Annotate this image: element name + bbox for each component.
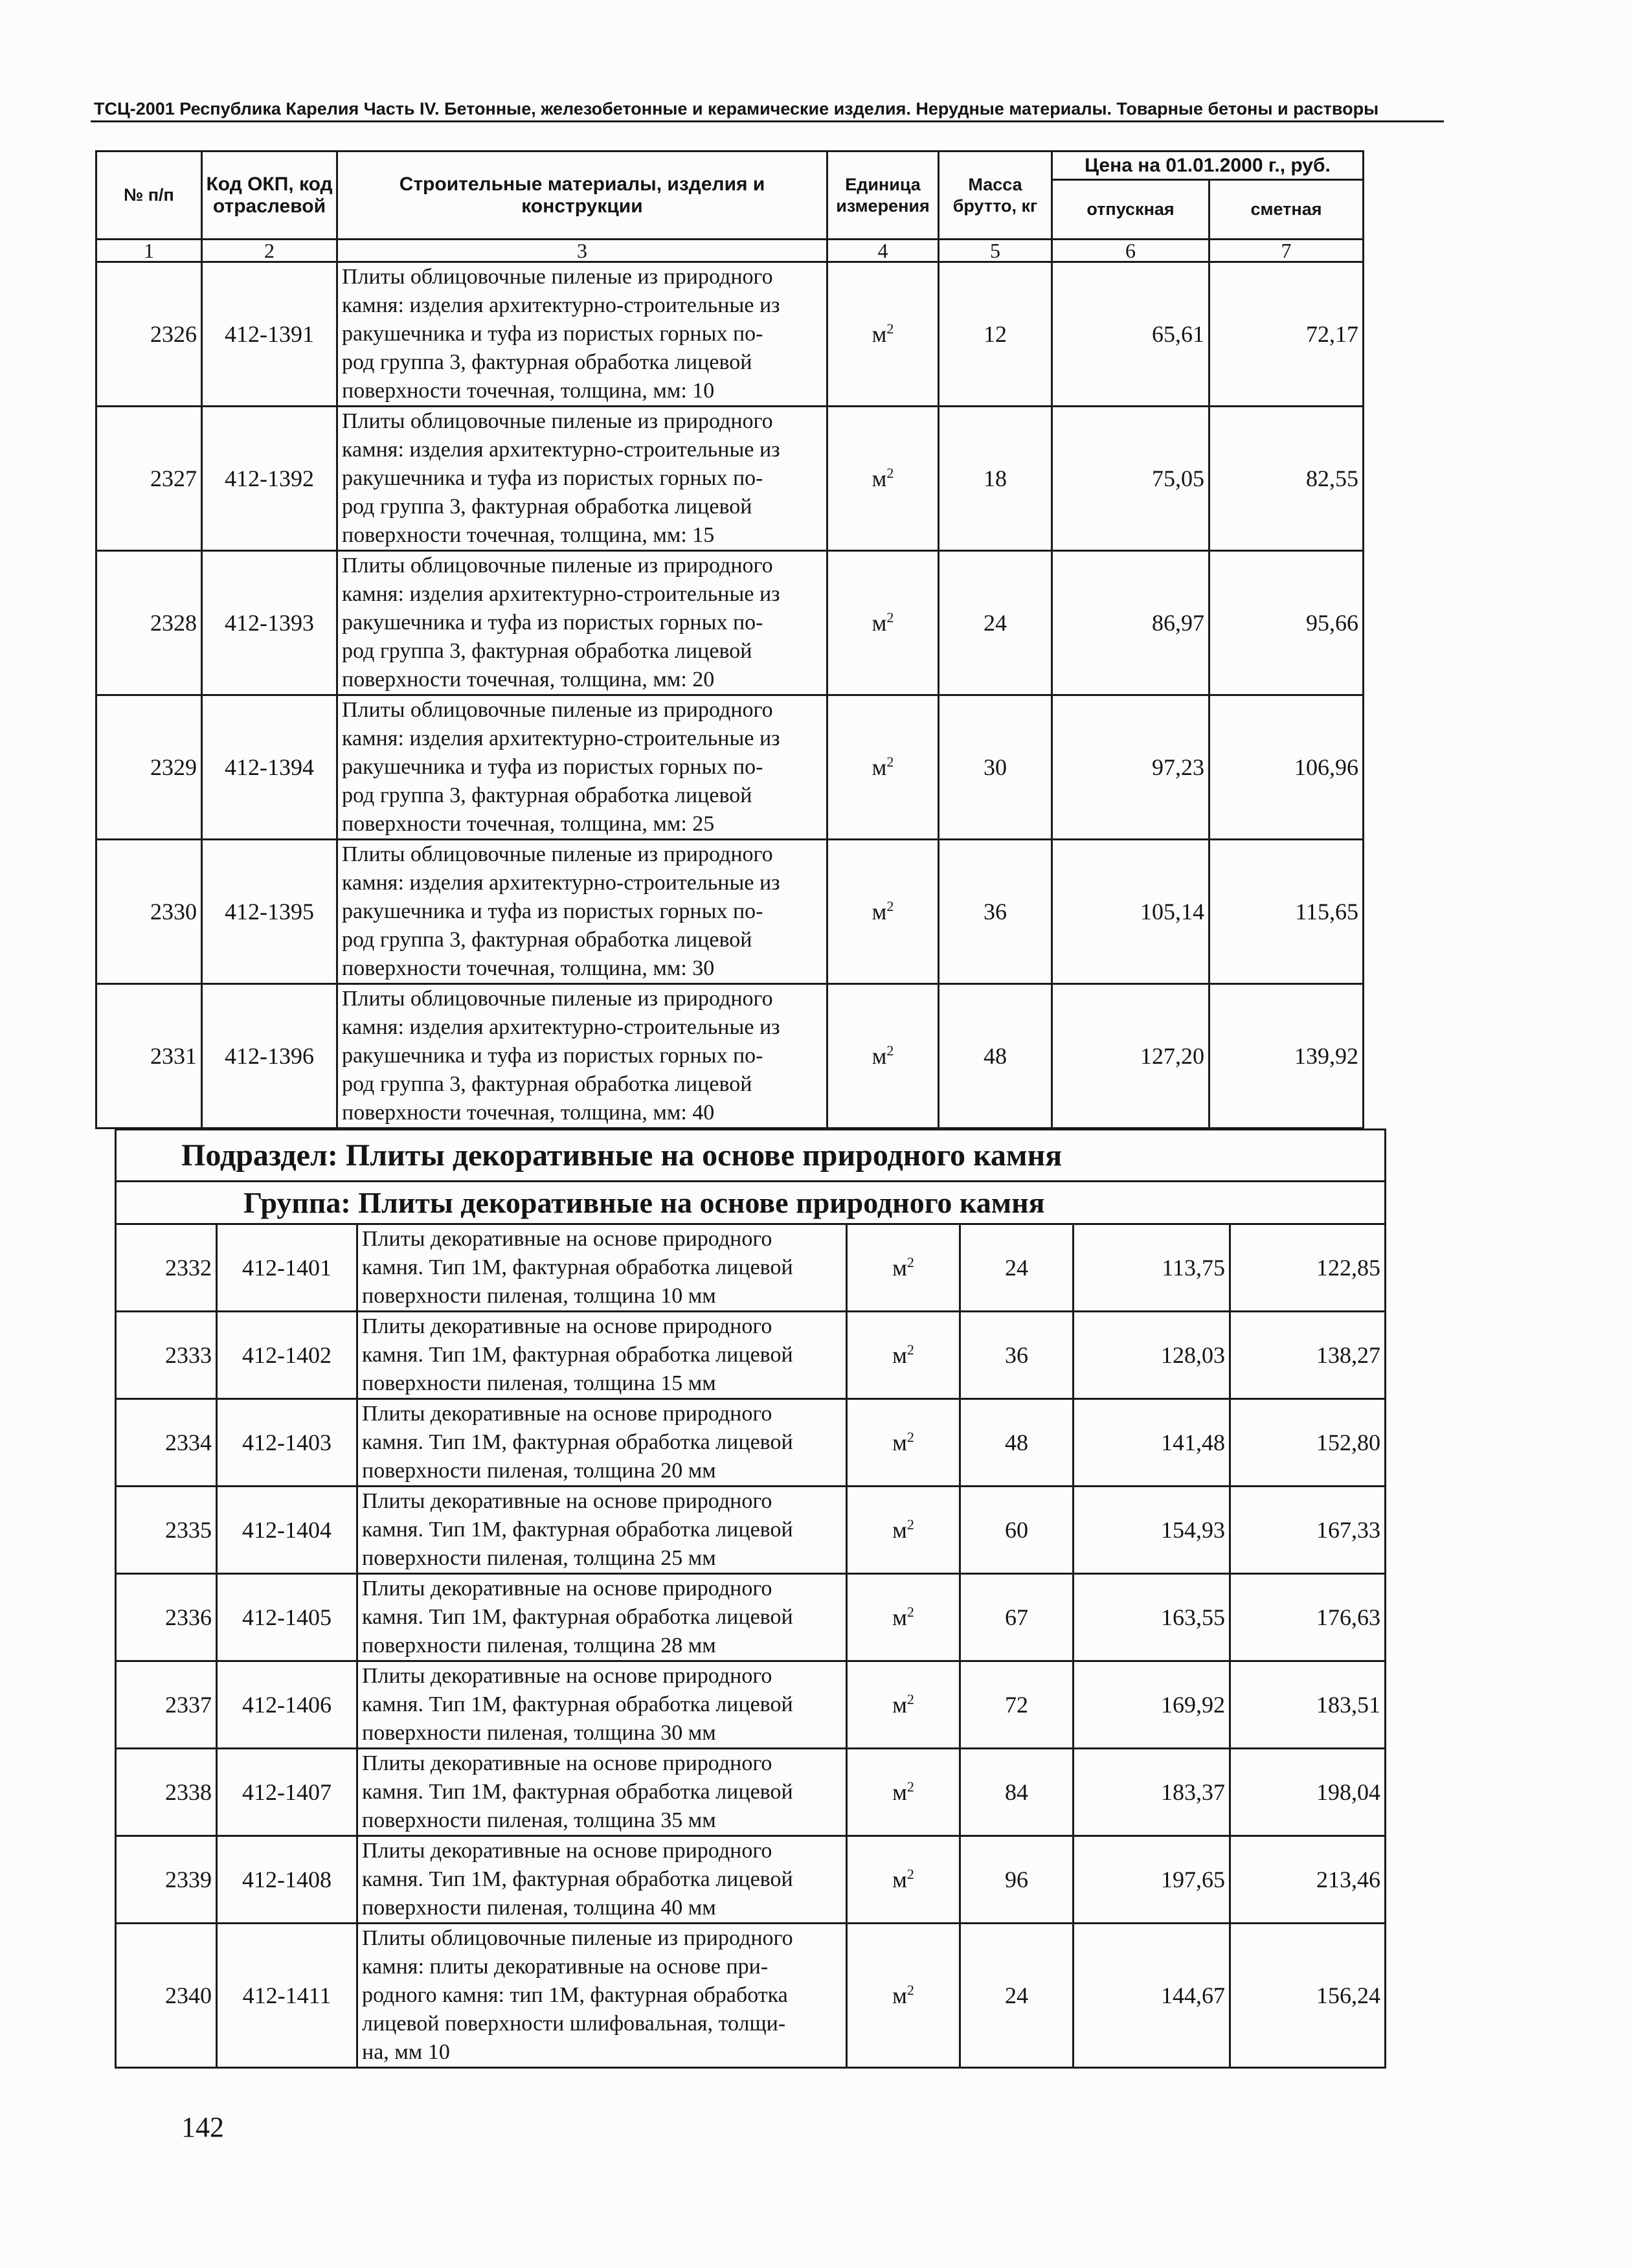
estimate-price: 152,80 [1230, 1399, 1386, 1487]
unit-text: м [872, 610, 887, 636]
estimate-price: 95,66 [1209, 551, 1364, 695]
okp-code: 412-1408 [217, 1836, 357, 1924]
gross-mass: 24 [939, 551, 1052, 695]
material-description [357, 1487, 847, 1574]
unit-text: м [892, 1342, 907, 1368]
material-description [357, 1399, 847, 1487]
description-line: Плиты декоративные на основе природного [362, 1227, 772, 1251]
release-price: 154,93 [1074, 1487, 1230, 1574]
material-description [357, 1836, 847, 1924]
description-line: на, мм 10 [362, 2040, 450, 2064]
header-rule [91, 120, 1444, 122]
okp-code: 412-1396 [202, 984, 337, 1128]
description-line: поверхности точечная, толщина, мм: 20 [342, 668, 715, 691]
table-row [116, 1574, 1386, 1661]
unit-superscript: 2 [886, 320, 894, 337]
material-description [337, 551, 827, 695]
row-number: 2326 [96, 262, 202, 407]
description-line: поверхности точечная, толщина, мм: 40 [342, 1101, 715, 1125]
gross-mass: 48 [960, 1399, 1074, 1487]
description-line: Плиты декоративные на основе природного [362, 1489, 772, 1513]
description-line: Плиты декоративные на основе природного [362, 1577, 772, 1600]
release-price: 105,14 [1052, 840, 1209, 984]
okp-code: 412-1401 [217, 1224, 357, 1312]
unit-text: м [892, 1982, 907, 2008]
table-row [96, 840, 1364, 984]
column-number: 1 [96, 240, 202, 262]
unit-superscript: 2 [886, 754, 894, 770]
estimate-price: 156,24 [1230, 1924, 1386, 2068]
unit-text: м [892, 1779, 907, 1805]
row-number: 2337 [116, 1661, 217, 1749]
okp-code: 412-1391 [202, 262, 337, 407]
description-line: род группа 3, фактурная обработка лицевой [342, 928, 752, 952]
description-line: поверхности пиленая, толщина 28 мм [362, 1634, 716, 1657]
description-line: лицевой поверхности шлифовальная, толщи- [362, 2012, 786, 2036]
release-price: 183,37 [1074, 1749, 1230, 1836]
description-line: поверхности пиленая, толщина 40 мм [362, 1896, 716, 1920]
description-line: камня: изделия архитектурно-строительные из [342, 582, 780, 606]
unit-text: м [892, 1692, 907, 1718]
row-number: 2331 [96, 984, 202, 1128]
unit-superscript: 2 [906, 1982, 914, 1998]
description-line: ракушечника и туфа из пористых горных по- [342, 466, 763, 490]
description-line: камня: изделия архитектурно-строительные из [342, 438, 780, 462]
okp-code: 412-1406 [217, 1661, 357, 1749]
unit-superscript: 2 [906, 1604, 914, 1620]
unit-of-measure [827, 551, 939, 695]
column-number: 7 [1209, 240, 1364, 262]
unit-of-measure [847, 1661, 960, 1749]
table-row [96, 407, 1364, 551]
material-description [337, 695, 827, 840]
description-line: Плиты декоративные на основе природного [362, 1751, 772, 1775]
gross-mass: 24 [960, 1224, 1074, 1312]
unit-text: м [872, 1043, 887, 1069]
unit-text: м [872, 466, 887, 491]
table-row [116, 1749, 1386, 1836]
row-number: 2335 [116, 1487, 217, 1574]
table-row [116, 1661, 1386, 1749]
description-line: Плиты декоративные на основе природного [362, 1314, 772, 1338]
okp-code: 412-1394 [202, 695, 337, 840]
description-line: Плиты декоративные на основе природного [362, 1402, 772, 1426]
release-price: 86,97 [1052, 551, 1209, 695]
row-number: 2333 [116, 1312, 217, 1399]
okp-code: 412-1405 [217, 1574, 357, 1661]
okp-code: 412-1402 [217, 1312, 357, 1399]
estimate-price: 106,96 [1209, 695, 1364, 840]
description-line: Плиты облицовочные пиленые из природного [342, 842, 773, 866]
gross-mass: 96 [960, 1836, 1074, 1924]
release-price: 113,75 [1074, 1224, 1230, 1312]
unit-text: м [892, 1517, 907, 1543]
column-number: 6 [1052, 240, 1209, 262]
table-row [116, 1836, 1386, 1924]
column-number: 5 [939, 240, 1052, 262]
description-line: ракушечника и туфа из пористых горных по- [342, 1044, 763, 1068]
release-price: 97,23 [1052, 695, 1209, 840]
row-number: 2332 [116, 1224, 217, 1312]
col-header-release-price: отпускная [1052, 180, 1209, 240]
description-line: ракушечника и туфа из пористых горных по- [342, 322, 763, 346]
material-description [337, 840, 827, 984]
description-line: Плиты облицовочные пиленые из природного [342, 265, 773, 289]
gross-mass: 67 [960, 1574, 1074, 1661]
description-line: камня: изделия архитектурно-строительные из [342, 726, 780, 750]
material-description [337, 262, 827, 407]
col-header-mass: Масса брутто, кг [939, 152, 1052, 240]
description-line: Плиты облицовочные пиленые из природного [362, 1926, 793, 1950]
description-line: камня. Тип 1М, фактурная обработка лицевой [362, 1692, 793, 1716]
description-line: поверхности пиленая, толщина 30 мм [362, 1721, 716, 1745]
unit-superscript: 2 [906, 1342, 914, 1358]
description-line: родного камня: тип 1М, фактурная обработка [362, 1983, 788, 2007]
unit-of-measure [827, 262, 939, 407]
okp-code: 412-1393 [202, 551, 337, 695]
okp-code: 412-1407 [217, 1749, 357, 1836]
gross-mass: 12 [939, 262, 1052, 407]
okp-code: 412-1395 [202, 840, 337, 984]
gross-mass: 30 [939, 695, 1052, 840]
unit-text: м [892, 1604, 907, 1630]
okp-code: 412-1392 [202, 407, 337, 551]
description-line: Плиты декоративные на основе природного [362, 1664, 772, 1688]
unit-superscript: 2 [906, 1866, 914, 1882]
unit-superscript: 2 [886, 465, 894, 481]
description-line: поверхности пиленая, толщина 20 мм [362, 1459, 716, 1483]
description-line: камня. Тип 1М, фактурная обработка лицевой [362, 1605, 793, 1629]
table-row [116, 1399, 1386, 1487]
description-line: Плиты декоративные на основе природного [362, 1839, 772, 1863]
unit-text: м [892, 1430, 907, 1455]
estimate-price: 183,51 [1230, 1661, 1386, 1749]
material-description [357, 1661, 847, 1749]
estimate-price: 138,27 [1230, 1312, 1386, 1399]
table-row [116, 1224, 1386, 1312]
gross-mass: 36 [960, 1312, 1074, 1399]
release-price: 65,61 [1052, 262, 1209, 407]
description-line: камня: изделия архитектурно-строительные из [342, 1015, 780, 1039]
release-price: 127,20 [1052, 984, 1209, 1128]
gross-mass: 24 [960, 1924, 1074, 2068]
description-line: Плиты облицовочные пиленые из природного [342, 698, 773, 722]
material-description [357, 1312, 847, 1399]
description-line: род группа 3, фактурная обработка лицевой [342, 350, 752, 374]
unit-of-measure [847, 1749, 960, 1836]
unit-superscript: 2 [906, 1429, 914, 1445]
col-header-num: № п/п [96, 152, 202, 240]
description-line: поверхности точечная, толщина, мм: 10 [342, 379, 715, 403]
material-description [357, 1574, 847, 1661]
estimate-price: 167,33 [1230, 1487, 1386, 1574]
unit-text: м [872, 321, 887, 347]
description-line: поверхности пиленая, толщина 35 мм [362, 1808, 716, 1832]
description-line: ракушечника и туфа из пористых горных по- [342, 611, 763, 634]
row-number: 2339 [116, 1836, 217, 1924]
row-number: 2329 [96, 695, 202, 840]
table-row [96, 551, 1364, 695]
description-line: камня. Тип 1М, фактурная обработка лицевой [362, 1255, 793, 1279]
unit-text: м [892, 1867, 907, 1892]
table-row [116, 1312, 1386, 1399]
table-row [116, 1924, 1386, 2068]
description-line: камня: плиты декоративные на основе при- [362, 1955, 769, 1979]
column-number: 4 [827, 240, 939, 262]
column-numbers-row [96, 240, 1364, 262]
gross-mass: 60 [960, 1487, 1074, 1574]
description-line: род группа 3, фактурная обработка лицевой [342, 783, 752, 807]
row-number: 2338 [116, 1749, 217, 1836]
gross-mass: 36 [939, 840, 1052, 984]
release-price: 197,65 [1074, 1836, 1230, 1924]
unit-text: м [872, 899, 887, 925]
unit-of-measure [827, 407, 939, 551]
unit-superscript: 2 [886, 898, 894, 914]
estimate-price: 198,04 [1230, 1749, 1386, 1836]
row-number: 2340 [116, 1924, 217, 2068]
description-line: камня. Тип 1М, фактурная обработка лицевой [362, 1430, 793, 1454]
release-price: 169,92 [1074, 1661, 1230, 1749]
row-number: 2330 [96, 840, 202, 984]
row-number: 2334 [116, 1399, 217, 1487]
estimate-price: 115,65 [1209, 840, 1364, 984]
unit-of-measure [847, 1924, 960, 2068]
row-number: 2336 [116, 1574, 217, 1661]
unit-of-measure [847, 1312, 960, 1399]
page-number: 142 [181, 2111, 224, 2143]
unit-superscript: 2 [906, 1691, 914, 1707]
release-price: 141,48 [1074, 1399, 1230, 1487]
description-line: поверхности точечная, толщина, мм: 30 [342, 956, 715, 980]
unit-text: м [872, 754, 887, 780]
unit-of-measure [847, 1399, 960, 1487]
release-price: 128,03 [1074, 1312, 1230, 1399]
unit-text: м [892, 1255, 907, 1281]
gross-mass: 72 [960, 1661, 1074, 1749]
description-line: камня. Тип 1М, фактурная обработка лицевой [362, 1343, 793, 1367]
col-header-unit: Единица измерения [827, 152, 939, 240]
description-line: Плиты облицовочные пиленые из природного [342, 554, 773, 578]
price-table-top [95, 150, 1364, 1129]
description-line: камня: изделия архитектурно-строительные из [342, 871, 780, 895]
table-row [96, 262, 1364, 407]
unit-of-measure [847, 1487, 960, 1574]
release-price: 75,05 [1052, 407, 1209, 551]
row-number: 2327 [96, 407, 202, 551]
column-number: 2 [202, 240, 337, 262]
description-line: поверхности точечная, толщина, мм: 15 [342, 523, 715, 547]
material-description [357, 1749, 847, 1836]
estimate-price: 82,55 [1209, 407, 1364, 551]
col-header-estimate-price: сметная [1209, 180, 1364, 240]
estimate-price: 122,85 [1230, 1224, 1386, 1312]
table-row [96, 984, 1364, 1128]
column-number: 3 [337, 240, 827, 262]
description-line: поверхности пиленая, толщина 15 мм [362, 1371, 716, 1395]
description-line: Плиты облицовочные пиленые из природного [342, 409, 773, 433]
okp-code: 412-1403 [217, 1399, 357, 1487]
unit-superscript: 2 [906, 1779, 914, 1795]
release-price: 163,55 [1074, 1574, 1230, 1661]
description-line: Плиты облицовочные пиленые из природного [342, 987, 773, 1011]
description-line: камня: изделия архитектурно-строительные из [342, 293, 780, 317]
gross-mass: 84 [960, 1749, 1074, 1836]
material-description [337, 984, 827, 1128]
col-header-okp: Код ОКП, код отраслевой [202, 152, 337, 240]
unit-of-measure [847, 1836, 960, 1924]
material-description [357, 1224, 847, 1312]
gross-mass: 18 [939, 407, 1052, 551]
material-description [357, 1924, 847, 2068]
running-head: ТСЦ-2001 Республика Карелия Часть IV. Бетонные, железобетонные и керамические изделия. Нерудные материалы. Товарные бетоны и растворы [94, 99, 1379, 118]
row-number: 2328 [96, 551, 202, 695]
table-row [96, 695, 1364, 840]
unit-superscript: 2 [886, 609, 894, 625]
okp-code: 412-1404 [217, 1487, 357, 1574]
release-price: 144,67 [1074, 1924, 1230, 2068]
description-line: поверхности точечная, толщина, мм: 25 [342, 812, 715, 836]
group-heading: Группа: Плиты декоративные на основе природного камня [116, 1182, 1386, 1224]
description-line: род группа 3, фактурная обработка лицевой [342, 639, 752, 663]
estimate-price: 213,46 [1230, 1836, 1386, 1924]
unit-superscript: 2 [886, 1042, 894, 1059]
description-line: род группа 3, фактурная обработка лицевой [342, 495, 752, 519]
col-header-price: Цена на 01.01.2000 г., руб. [1052, 152, 1364, 180]
description-line: поверхности пиленая, толщина 10 мм [362, 1284, 716, 1308]
estimate-price: 139,92 [1209, 984, 1364, 1128]
unit-of-measure [827, 695, 939, 840]
unit-of-measure [847, 1224, 960, 1312]
description-line: поверхности пиленая, толщина 25 мм [362, 1546, 716, 1570]
description-line: ракушечника и туфа из пористых горных по- [342, 899, 763, 923]
price-table-bottom [115, 1128, 1386, 2069]
col-header-name: Строительные материалы, изделия и конструкции [337, 152, 827, 240]
unit-of-measure [827, 840, 939, 984]
subsection-heading: Подраздел: Плиты декоративные на основе природного камня [116, 1130, 1386, 1182]
unit-superscript: 2 [906, 1254, 914, 1270]
description-line: камня. Тип 1М, фактурная обработка лицевой [362, 1780, 793, 1804]
description-line: камня. Тип 1М, фактурная обработка лицевой [362, 1518, 793, 1542]
estimate-price: 72,17 [1209, 262, 1364, 407]
material-description [337, 407, 827, 551]
unit-of-measure [827, 984, 939, 1128]
unit-superscript: 2 [906, 1516, 914, 1533]
table-row [116, 1487, 1386, 1574]
okp-code: 412-1411 [217, 1924, 357, 2068]
gross-mass: 48 [939, 984, 1052, 1128]
description-line: род группа 3, фактурная обработка лицевой [342, 1072, 752, 1096]
estimate-price: 176,63 [1230, 1574, 1386, 1661]
description-line: ракушечника и туфа из пористых горных по- [342, 755, 763, 779]
description-line: камня. Тип 1М, фактурная обработка лицевой [362, 1867, 793, 1891]
unit-of-measure [847, 1574, 960, 1661]
